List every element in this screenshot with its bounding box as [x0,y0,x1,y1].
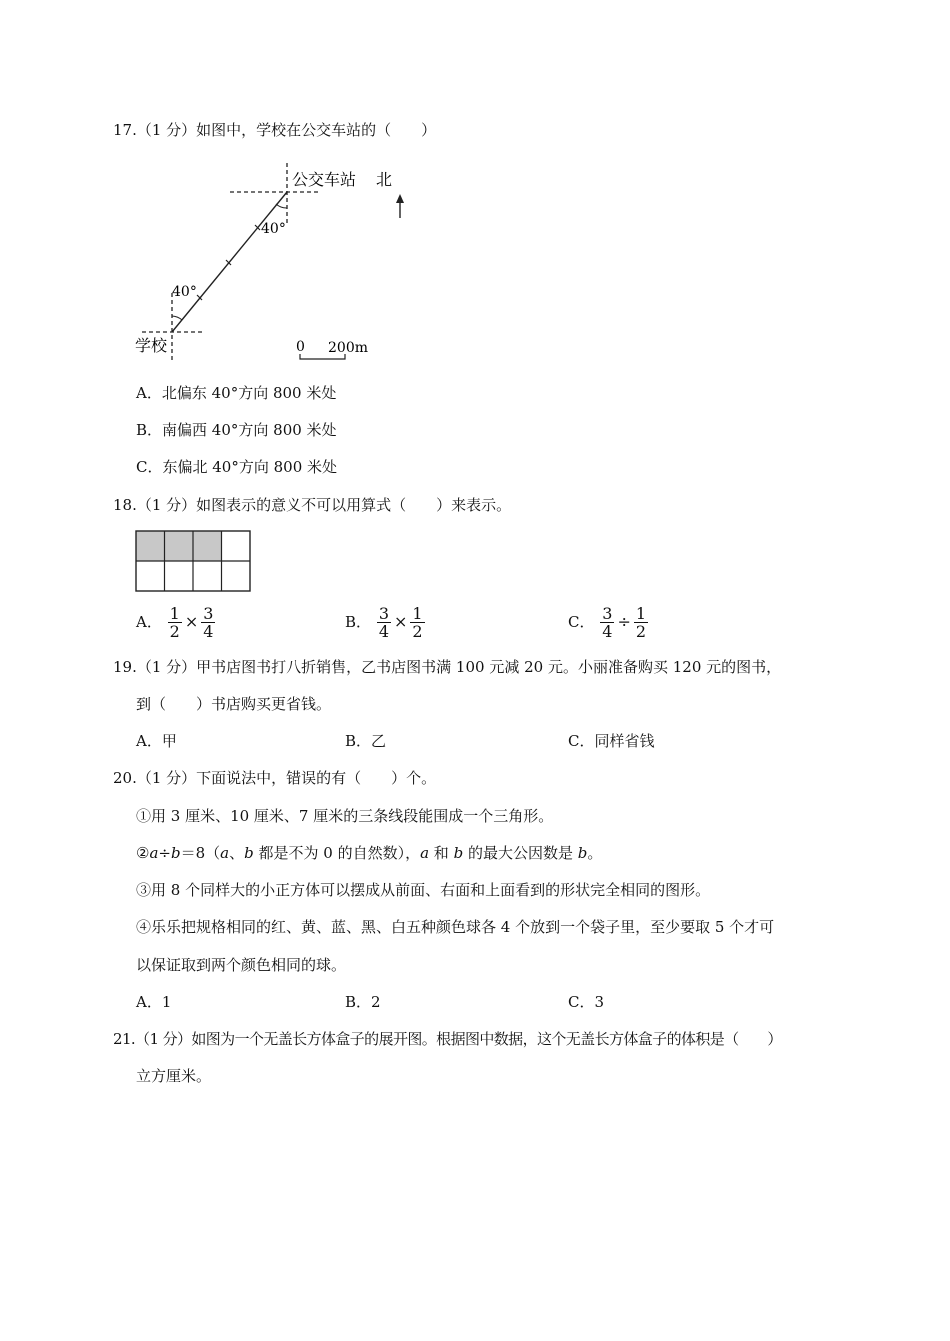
q17-direction-diagram [130,158,390,368]
variable-b: b [170,844,181,862]
q20-option-b[interactable] [345,992,381,1012]
option-letter: A． [136,613,162,631]
numerator: 1 [635,603,647,623]
numerator: 3 [203,603,214,623]
operator: × [184,612,199,631]
q17-option-a[interactable] [136,383,336,403]
denominator: 2 [635,621,647,641]
angle-label-top: 40° [261,221,286,237]
numerator: 3 [378,603,389,623]
q19-option-a[interactable] [136,731,177,751]
text-run: ② [136,844,150,862]
grid-cell-shaded [193,531,222,561]
q18-option-b[interactable] [345,603,426,640]
q17-option-c[interactable] [136,457,337,477]
option-text: 甲 [161,732,177,750]
q20-statement-4-line1: ④乐乐把规格相同的红、黄、蓝、黑、白五种颜色球各 4 个放到一个袋子里，至少要取 5 个才可 [136,918,775,936]
q21-stem-line1: 21.（1 分）如图为一个无盖长方体盒子的展开图。根据图中数据，这个无盖长方体盒子的体积是（ ） [113,1030,782,1048]
q19-stem-line2: 到（ ）书店购买更省钱。 [136,695,332,713]
option-letter: C． [136,458,163,476]
north-arrowhead-icon [396,194,404,203]
q21-stem-line2: 立方厘米。 [136,1067,212,1085]
option-letter: A． [136,993,162,1011]
q20-stem: 20.（1 分）下面说法中，错误的有（ ）个。 [113,769,437,787]
q19-option-b[interactable] [345,731,386,751]
q19-stem-line1: 19.（1 分）甲书店图书打八折销售，乙书店图书满 100 元减 20 元。小丽准备购买 120 元的图书， [113,658,782,676]
option-letter: A． [136,732,162,750]
q18-fraction-grid [135,530,253,592]
option-letter: C． [568,732,595,750]
fraction [168,605,182,640]
option-text: 1 [161,993,172,1011]
option-text: 同样省钱 [594,732,655,750]
text-run: 都是不为 0 的自然数）， [253,844,421,862]
fraction [600,605,614,640]
numerator: 1 [169,603,180,623]
q18-option-c[interactable] [568,603,649,640]
variable-b: b [577,844,588,862]
fraction [201,605,215,640]
q20-option-a[interactable] [136,992,171,1012]
variable-a: a [149,844,159,862]
option-letter: C． [568,993,595,1011]
route-line [172,192,287,332]
option-letter: A． [136,384,162,402]
denominator: 2 [169,621,180,641]
q19-option-c[interactable] [568,731,655,751]
denominator: 2 [412,621,423,641]
north-label: 北 [375,170,392,189]
text-run: ÷ [158,844,171,862]
numerator: 1 [412,603,423,623]
school-label: 学校 [135,336,168,355]
q17-stem: 17.（1 分）如图中，学校在公交车站的（ ） [113,121,437,139]
q20-statement-4-line2: 以保证取到两个颜色相同的球。 [136,956,347,974]
option-letter: C． [568,613,595,631]
scale-zero-label: 0 [296,339,305,355]
q20-statement-1: ①用 3 厘米、10 厘米、7 厘米的三条线段能围成一个三角形。 [136,807,554,825]
option-text: 3 [594,993,605,1011]
option-text: 乙 [371,732,387,750]
option-text: 北偏东 40°方向 800 米处 [161,384,337,402]
text-run: 的最大公因数是 [463,844,578,862]
q18-stem: 18.（1 分）如图表示的意义不可以用算式（ ）来表示。 [113,496,512,514]
grid-cell-shaded [165,531,194,561]
q20-statement-3: ③用 8 个同样大的小正方体可以摆成从前面、右面和上面看到的形状完全相同的图形。 [136,881,711,899]
option-letter: B． [345,732,372,750]
fraction [377,605,391,640]
grid-cell-shaded [136,531,165,561]
option-letter: B． [345,993,372,1011]
q20-option-c[interactable] [568,992,604,1012]
fraction [410,605,424,640]
angle-arc-bottom [172,316,182,320]
option-text: 南偏西 40°方向 800 米处 [162,421,337,439]
text-run: 。 [587,844,603,862]
denominator: 4 [378,621,389,641]
variable-a: a [220,844,230,862]
variable-a: a [420,844,430,862]
bus-station-label: 公交车站 [292,170,357,189]
angle-label-bottom: 40° [172,284,197,300]
denominator: 4 [203,621,214,641]
option-text: 2 [371,993,381,1011]
denominator: 4 [602,621,613,641]
q20-statement-2 [136,843,602,863]
text-run: ＝8（ [180,844,221,862]
scale-value-label: 200m [328,340,368,356]
q18-option-a[interactable] [136,603,216,640]
option-letter: B． [345,613,372,631]
text-run: 、 [229,844,245,862]
fraction [634,605,648,640]
q17-option-b[interactable] [136,420,337,440]
text-run: 和 [429,844,454,862]
variable-b: b [244,844,254,862]
angle-arc-top [276,204,287,208]
option-letter: B． [136,421,163,439]
option-text: 东偏北 40°方向 800 米处 [162,458,338,476]
operator: ÷ [617,612,631,631]
numerator: 3 [602,603,613,623]
variable-b: b [453,844,464,862]
operator: × [394,612,408,631]
